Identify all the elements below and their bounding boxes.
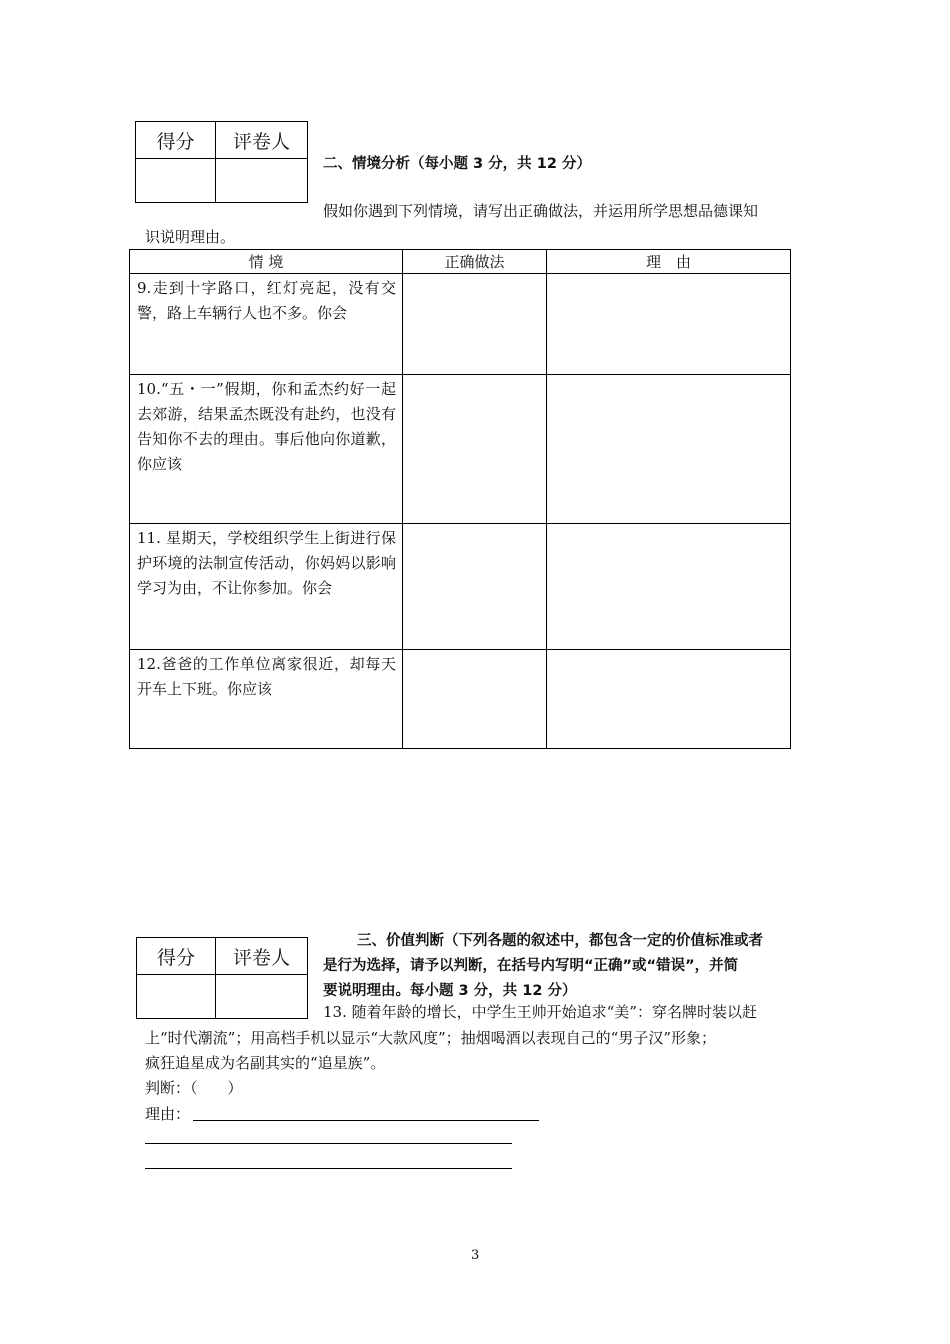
answer-reason-11[interactable] xyxy=(547,524,791,650)
answer-action-9[interactable] xyxy=(403,274,547,375)
section2-title: 二、情境分析（每小题 3 分，共 12 分） xyxy=(323,156,591,172)
situation-9: 9.走到十字路口，红灯亮起，没有交警，路上车辆行人也不多。你会 xyxy=(130,274,403,375)
section3-title-line3: 要说明理由。每小题 3 分，共 12 分） xyxy=(323,983,577,999)
grader-label: 评卷人 xyxy=(216,122,308,159)
header-situation: 情 境 xyxy=(130,250,403,274)
reason-label: 理由： xyxy=(145,1105,191,1123)
score-label: 得分 xyxy=(137,938,216,975)
grader-label: 评卷人 xyxy=(216,938,308,975)
answer-reason-12[interactable] xyxy=(547,650,791,749)
grader-cell[interactable] xyxy=(216,975,308,1019)
section2-intro-line2: 识说明理由。 xyxy=(145,228,236,246)
score-box-section2 xyxy=(135,121,308,203)
score-label: 得分 xyxy=(136,122,216,159)
section3-title-line2: 是行为选择，请予以判断，在括号内写明“正确”或“错误”，并简 xyxy=(323,958,739,974)
score-cell[interactable] xyxy=(136,159,216,203)
situation-table xyxy=(129,249,791,749)
section2-intro-line1: 假如你遇到下列情境，请写出正确做法，并运用所学思想品德课知 xyxy=(323,202,759,220)
judgment-label: 判断：（ ） xyxy=(145,1079,243,1097)
answer-reason-10[interactable] xyxy=(547,375,791,524)
situation-11: 11. 星期天，学校组织学生上街进行保护环境的法制宣传活动，你妈妈以影响学习为由，不让你参加。你会 xyxy=(130,524,403,650)
situation-12: 12.爸爸的工作单位离家很近，却每天开车上下班。你应该 xyxy=(130,650,403,749)
header-reason: 理 由 xyxy=(547,250,791,274)
score-box-section3 xyxy=(136,937,308,1019)
answer-action-12[interactable] xyxy=(403,650,547,749)
answer-action-11[interactable] xyxy=(403,524,547,650)
q13-line1: 13. 随着年龄的增长，中学生王帅开始追求“美”：穿名牌时装以赶 xyxy=(323,1003,757,1021)
answer-action-10[interactable] xyxy=(403,375,547,524)
answer-reason-9[interactable] xyxy=(547,274,791,375)
q13-line2: 上“时代潮流”；用高档手机以显示“大款风度”；抽烟喝酒以表现自己的“男子汉”形象； xyxy=(145,1029,717,1047)
answer-line-2[interactable] xyxy=(145,1143,512,1144)
situation-10: 10.“五・一”假期，你和孟杰约好一起去郊游，结果孟杰既没有赴约，也没有告知你不去的理由。事后他向你道歉，你应该 xyxy=(130,375,403,524)
answer-line-3[interactable] xyxy=(145,1168,512,1169)
answer-line-1[interactable] xyxy=(193,1120,539,1121)
section3-title-line1: 三、价值判断（下列各题的叙述中，都包含一定的价值标准或者 xyxy=(357,933,763,949)
grader-cell[interactable] xyxy=(216,159,308,203)
score-cell[interactable] xyxy=(137,975,216,1019)
header-action: 正确做法 xyxy=(403,250,547,274)
page-number: 3 xyxy=(471,1248,480,1263)
q13-line3: 疯狂追星成为名副其实的“追星族”。 xyxy=(145,1054,386,1072)
